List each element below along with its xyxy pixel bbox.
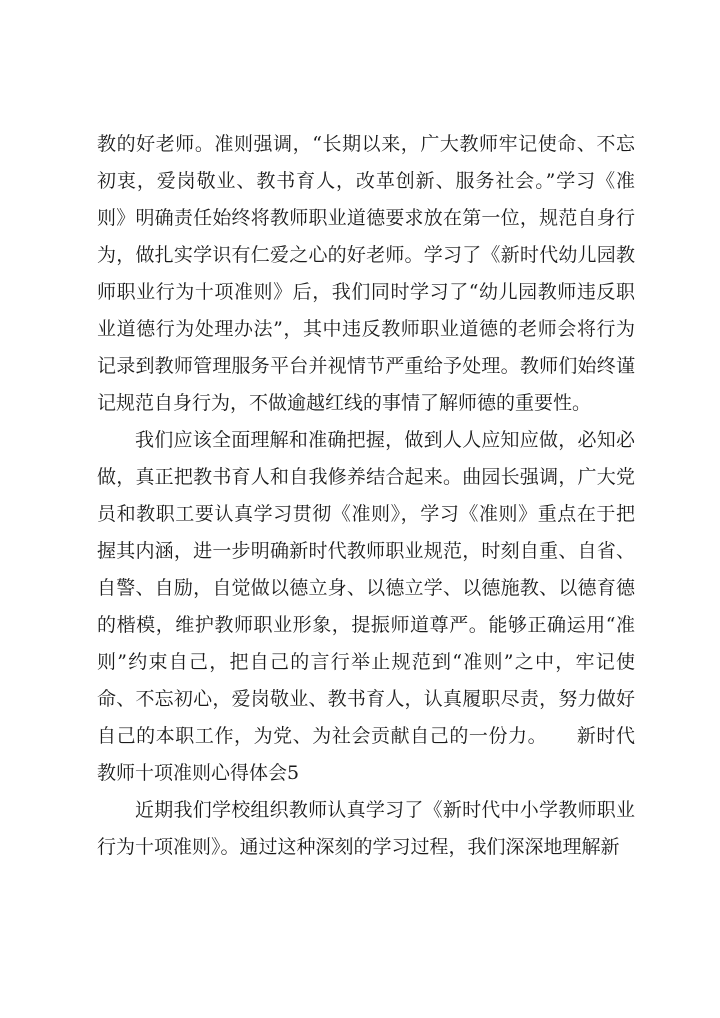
document-body [97, 126, 635, 866]
paragraph-2: 我们应该全面理解和准确把握，做到人人应知应做，必知必做，真正把教书育人和自我修养结合起来。曲园长强调，广大党员和教职工要认真学习贯彻《准则》，学习《准则》重点在于把握其内涵，进一步明确新时代教师职业规范，时刻自重、自省、自警、自励，自觉做以德立身、以德立学、以德施教、以德育德的楷模，维护教师职业形象，提振师道尊严。能够正确运用“准则”约束自己，把自己的言行举止规范到“准则”之中，牢记使命、不忘初心，爱岗敬业、教书育人，认真履职尽责，努力做好自己的本职工作，为党、为社会贡献自己的一份力。 新时代教师十项准则心得体会5 [97, 429, 635, 784]
paragraph-3: 近期我们学校组织教师认真学习了《新时代中小学教师职业行为十项准则》。通过这种深刻的学习过程，我们深深地理解新 [97, 799, 635, 858]
paragraph-1: 教的好老师。准则强调，“长期以来，广大教师牢记使命、不忘初衷，爱岗敬业、教书育人，改革创新、服务社会。”学习《准则》明确责任始终将教师职业道德要求放在第一位，规范自身行为，做扎实学识有仁爱之心的好老师。学习了《新时代幼儿园教师职业行为十项准则》后，我们同时学习了“幼儿园教师违反职业道德行为处理办法”，其中违反教师职业道德的老师会将行为记录到教师管理服务平台并视情节严重给予处理。教师们始终谨记规范自身行为，不做逾越红线的事情了解师德的重要性。 [97, 133, 635, 414]
